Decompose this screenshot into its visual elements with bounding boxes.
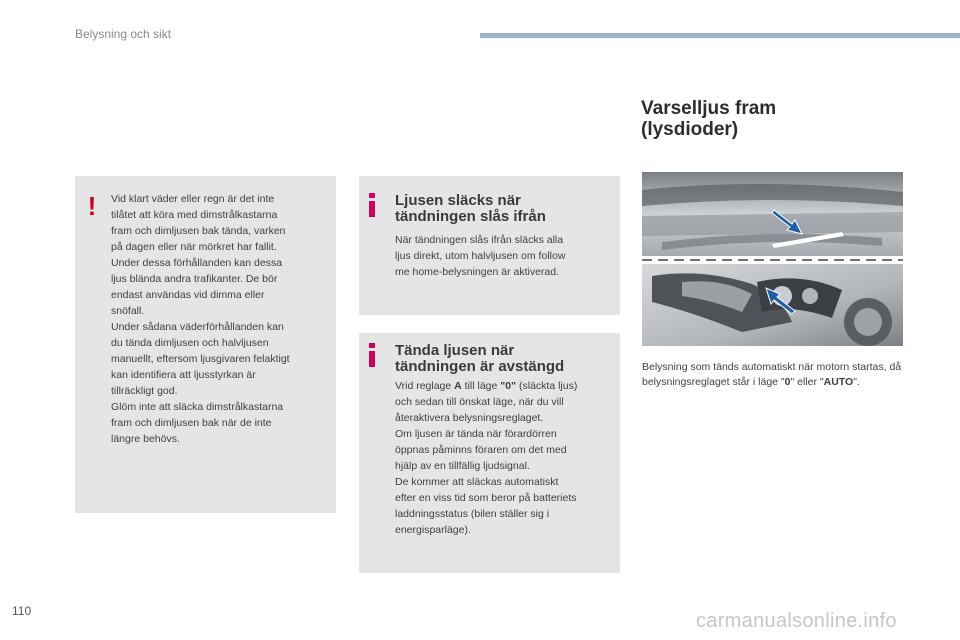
caption-prefix: Belysning som tänds automatiskt när motorn startas, då belysningsreglaget står i läge " [642,361,902,388]
position-zero-label: "0" [500,380,517,392]
drl-caption [642,360,904,390]
lights-off-heading: Ljusen släcks när tändningen slås ifrån [395,192,546,225]
header-bar [480,33,960,38]
section-title: Varselljus fram (lysdioder) [641,98,777,140]
caption-end: ". [853,376,860,388]
control-a-label: A [454,380,462,392]
watermark: carmanualsonline.info [696,610,897,632]
page-number: 110 [12,604,32,618]
lights-on-text-mid: till läge [461,380,501,392]
lights-on-text [395,378,617,538]
lights-on-heading: Tända ljusen när tändningen är avstängd [395,342,565,375]
warning-text: Vid klart väder eller regn är det inte tilåtet att köra med dimstrålkastarna fram och dimljusen bak tända, varken på dagen eller när mörkret har fallit. Under dessa förhållanden kan dessa ljus blända andra trafikanter. De bör endast användas vid dimma eller snöfall. Under sådana väderförhållanden kan du tända dimljusen och halvljusen manuellt, eftersom ljusgivaren felaktigt kan identifiera att ljusstyrkan är tillräckligt god. Glöm inte att släcka dimstrålkastarna fram och dimljusen bak när de inte längre behövs. [111,193,290,445]
warning-exclamation-icon: ! [87,191,97,221]
caption-position-auto: AUTO [823,376,854,388]
caption-mid: " eller " [790,376,824,388]
info-icon [367,193,377,219]
running-header: Belysning och sikt [75,27,172,41]
caption-position-zero: 0 [784,376,791,388]
info-icon [367,343,377,369]
lights-off-text: När tändningen slås ifrån släcks alla ljus direkt, utom halvljusen om follow me home-belysningen är aktiverad. [395,234,566,278]
car-headlight-photo [642,172,903,346]
lights-on-text-rest: (släckta ljus) och sedan till önskat läge, när du vill återaktivera belysningsreglaget. Om ljusen är tända när förardörren öppnas påminns föraren om det med hjälp av en tillfällig ljudsignal. De kommer att släckas automatiskt efter en viss tid som beror på batteriets laddningsstatus (bilen ställer sig i energisparläge). [395,380,578,536]
lights-on-text-prefix: Vrid reglage [395,380,455,392]
